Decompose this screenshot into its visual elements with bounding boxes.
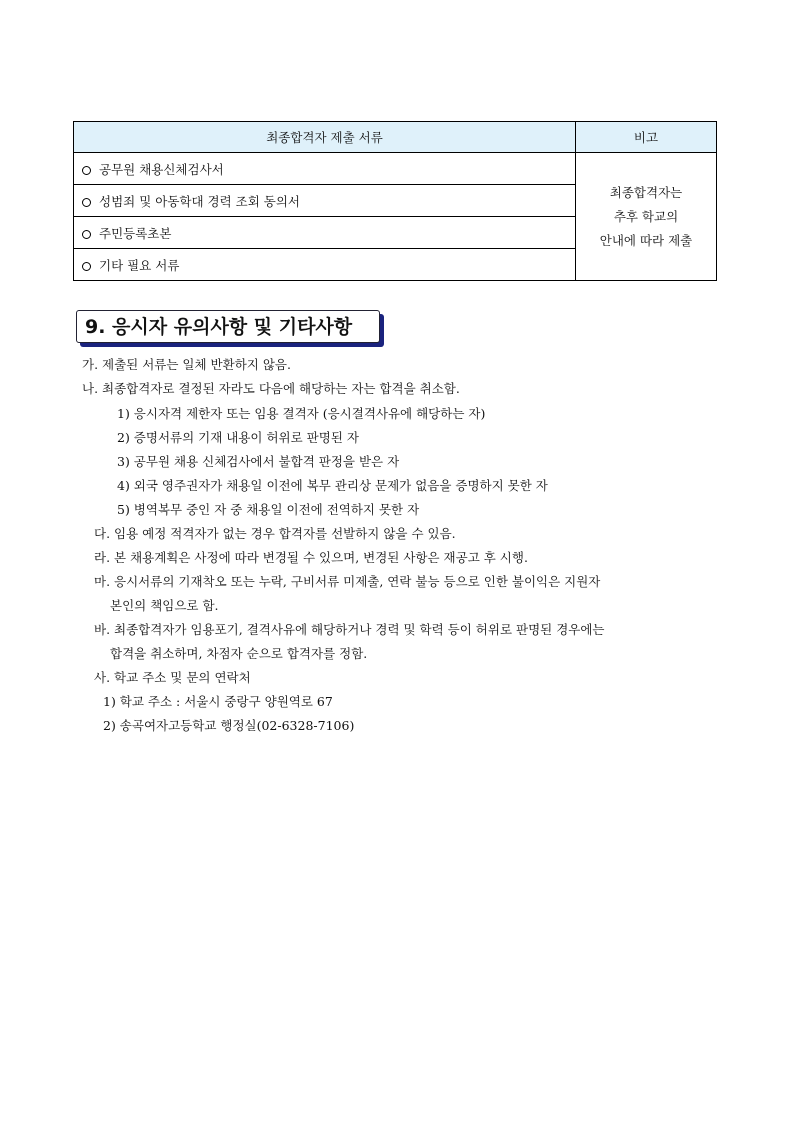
header-documents: 최종합격자 제출 서류 <box>74 122 576 153</box>
notice-line: 라. 본 채용계획은 사정에 따라 변경될 수 있으며, 변경된 사항은 재공고 후 시행. <box>94 550 528 565</box>
notice-line: 가. 제출된 서류는 일체 반환하지 않음. <box>82 357 291 372</box>
note-cell <box>576 153 717 281</box>
header-note: 비고 <box>576 122 717 153</box>
school-contact: 2) 송곡여자고등학교 행정실(02-6328-7106) <box>103 718 355 733</box>
item-text: 성범죄 및 아동학대 경력 조회 동의서 <box>99 193 300 209</box>
notice-continuation: 합격을 취소하며, 차점자 순으로 합격자를 정함. <box>110 646 368 661</box>
notice-line: 바. 최종합격자가 임용포기, 결격사유에 해당하거나 경력 및 학력 등이 허위로 판명된 경우에는 <box>94 622 605 637</box>
item-text: 공무원 채용신체검사서 <box>99 161 224 177</box>
circle-bullet-icon <box>82 230 91 239</box>
item-text: 기타 필요 서류 <box>99 257 180 273</box>
notice-subline: 2) 증명서류의 기재 내용이 허위로 판명된 자 <box>117 430 359 445</box>
notice-subline: 4) 외국 영주권자가 채용일 이전에 복무 관리상 문제가 없음을 증명하지 못한 자 <box>117 478 548 493</box>
notice-continuation: 본인의 책임으로 함. <box>110 598 219 613</box>
note-line: 안내에 따라 제출 <box>599 232 693 248</box>
document-item <box>74 153 576 185</box>
final-documents-table <box>73 121 717 281</box>
note-line: 추후 학교의 <box>613 208 679 224</box>
document-item <box>74 185 576 217</box>
notice-subline: 3) 공무원 채용 신체검사에서 불합격 판정을 받은 자 <box>117 454 400 469</box>
document-item <box>74 249 576 281</box>
notice-line: 나. 최종합격자로 결정된 자라도 다음에 해당하는 자는 합격을 취소함. <box>82 381 460 396</box>
circle-bullet-icon <box>82 262 91 271</box>
notice-subline: 5) 병역복무 중인 자 중 채용일 이전에 전역하지 못한 자 <box>117 502 420 517</box>
notice-line: 사. 학교 주소 및 문의 연락처 <box>94 670 251 685</box>
document-item <box>74 217 576 249</box>
notice-subline: 1) 응시자격 제한자 또는 임용 결격자 (응시결격사유에 해당하는 자) <box>117 406 486 421</box>
school-address: 1) 학교 주소 : 서울시 중랑구 양원역로 67 <box>103 694 333 709</box>
note-line: 최종합격자는 <box>609 184 683 200</box>
notice-line: 마. 응시서류의 기재착오 또는 누락, 구비서류 미제출, 연락 불능 등으로 인한 불이익은 지원자 <box>94 574 601 589</box>
notice-line: 다. 임용 예정 적격자가 없는 경우 합격자를 선발하지 않을 수 있음. <box>94 526 456 541</box>
section-heading: 9. 응시자 유의사항 및 기타사항 <box>76 310 380 343</box>
item-text: 주민등록초본 <box>99 225 172 241</box>
circle-bullet-icon <box>82 166 91 175</box>
circle-bullet-icon <box>82 198 91 207</box>
